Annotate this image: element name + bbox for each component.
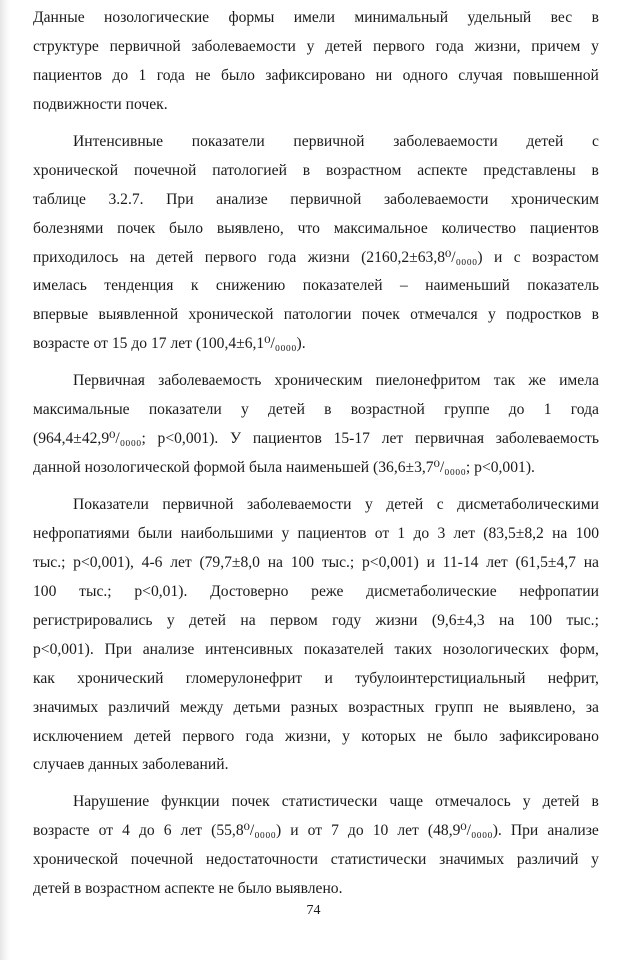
paragraph-gap bbox=[33, 483, 599, 491]
text-line: Данные нозологические формы имели минимальный удельный вес в bbox=[33, 9, 599, 26]
scan-shadow bbox=[0, 0, 10, 960]
paragraph bbox=[33, 4, 599, 120]
text-line: хронической почечной недостаточности статистически значимых различий у bbox=[33, 851, 599, 869]
text-line: Нарушение функции почек статистически чаще отмечалось у детей в bbox=[73, 793, 599, 811]
text-line: Показатели первичной заболеваемости у детей с дисметаболическими bbox=[73, 496, 599, 513]
text-line: нефропатиями были наибольшими у пациентов от 1 до 3 лет (83,5±8,2 на 100 bbox=[33, 524, 599, 542]
text-line: значимых различий между детьми разных возрастных групп не выявлено, за bbox=[33, 698, 599, 716]
paragraph-gap bbox=[33, 780, 599, 788]
paragraph bbox=[33, 788, 599, 904]
text-line: впервые выявленной хронической патологии почек отмечался у подростков в bbox=[33, 306, 599, 324]
text-line: имелась тенденция к снижению показателей – наименьший показатель bbox=[33, 277, 599, 295]
text-line: пациентов до 1 года не было зафиксировано ни одного случая повышенной bbox=[33, 66, 599, 84]
paragraph bbox=[33, 491, 599, 780]
text-line: болезнями почек было выявлено, что максимальное количество пациентов bbox=[33, 219, 599, 237]
text-line: 100 тыс.; p<0,01). Достоверно реже дисметаболические нефропатии bbox=[33, 582, 599, 600]
paragraph-gap bbox=[33, 359, 599, 367]
text-line: максимальные показатели у детей в возрастной группе до 1 года bbox=[33, 401, 599, 419]
body-text bbox=[33, 4, 599, 904]
text-line: таблице 3.2.7. При анализе первичной заболеваемости хроническим bbox=[33, 190, 599, 208]
text-line: исключением детей первого года жизни, у которых не было зафиксировано bbox=[33, 727, 599, 745]
text-line: возрасте от 4 до 6 лет (55,8⁰/₀₀₀₀) и от 7 до 10 лет (48,9⁰/₀₀₀₀). При анализе bbox=[33, 822, 599, 840]
text-line: случаев данных заболеваний. bbox=[33, 756, 229, 774]
paragraph bbox=[33, 367, 599, 483]
text-line: детей в возрастном аспекте не было выявлено. bbox=[33, 880, 343, 898]
text-line: p<0,001). При анализе интенсивных показателей таких нозологических форм, bbox=[33, 640, 599, 658]
text-line: приходилось на детей первого года жизни (2160,2±63,8⁰/₀₀₀₀) и с возрастом bbox=[33, 248, 599, 266]
text-line: регистрировались у детей на первом году жизни (9,6±4,3 на 100 тыс.; bbox=[33, 611, 599, 629]
text-line: тыс.; p<0,001), 4-6 лет (79,7±8,0 на 100 тыс.; p<0,001) и 11-14 лет (61,5±4,7 на bbox=[33, 553, 599, 571]
text-line: Интенсивные показатели первичной заболеваемости детей с bbox=[73, 132, 599, 150]
paragraph bbox=[33, 128, 599, 360]
text-line: как хронический гломерулонефрит и тубулоинтерстициальный нефрит, bbox=[33, 669, 599, 687]
text-line: хронической почечной патологией в возрастном аспекте представлены в bbox=[33, 161, 599, 179]
page-number: 74 bbox=[306, 903, 321, 918]
text-line: данной нозологической формой была наименьшей (36,6±3,7⁰/₀₀₀₀; p<0,001). bbox=[33, 459, 535, 477]
text-line: структуре первичной заболеваемости у детей первого года жизни, причем у bbox=[33, 37, 599, 55]
text-line: возрасте от 15 до 17 лет (100,4±6,1⁰/₀₀₀₀). bbox=[33, 335, 306, 353]
text-line: (964,4±42,9⁰/₀₀₀₀; p<0,001). У пациентов 15-17 лет первичная заболеваемость bbox=[33, 430, 599, 448]
text-line: подвижности почек. bbox=[33, 95, 168, 113]
text-line: Первичная заболеваемость хроническим пиелонефритом так же имела bbox=[73, 372, 599, 390]
paragraph-gap bbox=[33, 120, 599, 128]
